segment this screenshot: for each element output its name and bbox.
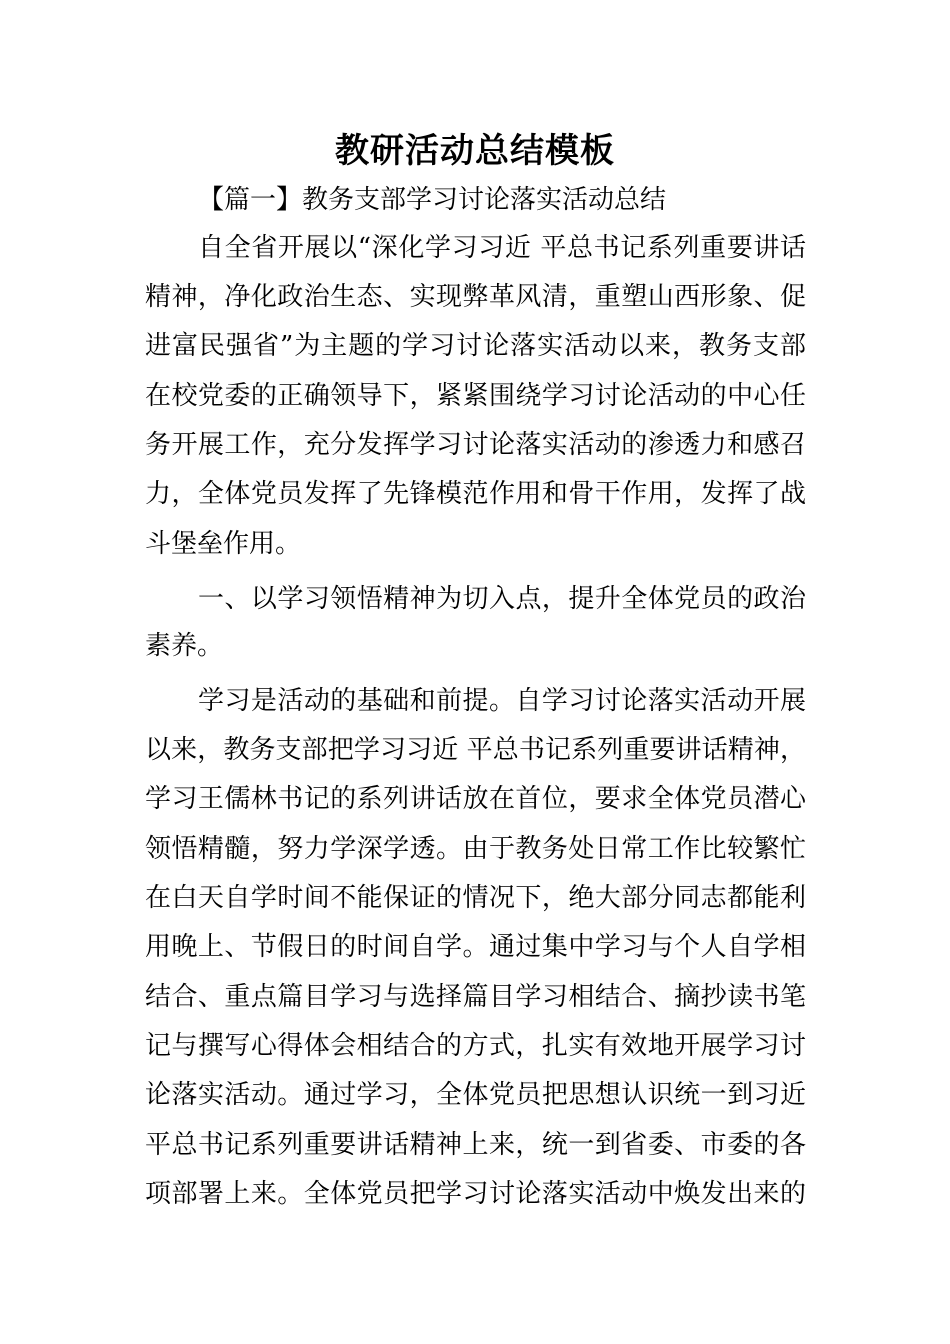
heading-line: 一、以学习领悟精神为切入点，提升全体党员的政治 [198,584,806,614]
paragraph-line: 精神，净化政治生态、实现弊革风清，重塑山西形象、促 [145,282,806,312]
paragraph-line: 力，全体党员发挥了先锋模范作用和骨干作用，发挥了战 [145,479,806,509]
paragraph-line: 学习王儒林书记的系列讲话放在首位，要求全体党员潜心 [145,784,806,814]
paragraph-line: 领悟精髓，努力学深学透。由于教务处日常工作比较繁忙 [145,834,806,864]
paragraph-line: 在白天自学时间不能保证的情况下，绝大部分同志都能利 [145,883,806,913]
paragraph-line: 结合、重点篇目学习与选择篇目学习相结合、摘抄读书笔 [145,982,806,1012]
paragraph-line: 在校党委的正确领导下，紧紧围绕学习讨论活动的中心任 [145,381,806,411]
paragraph-line: 自全省开展以“深化学习习近 平总书记系列重要讲话 [198,233,806,263]
heading-line: 素养。 [145,631,224,661]
document-title: 教研活动总结模板 [335,131,615,171]
paragraph-line: 论落实活动。通过学习，全体党员把思想认识统一到习近 [145,1080,806,1110]
paragraph-line: 学习是活动的基础和前提。自学习讨论落实活动开展 [198,686,806,716]
paragraph-line: 记与撰写心得体会相结合的方式，扎实有效地开展学习讨 [145,1031,806,1061]
paragraph-line: 用晚上、节假日的时间自学。通过集中学习与个人自学相 [145,932,806,962]
section-heading: 【篇一】教务支部学习讨论落实活动总结 [198,185,667,215]
paragraph-line: 斗堡垒作用。 [145,529,302,559]
paragraph-line: 平总书记系列重要讲话精神上来，统一到省委、市委的各 [145,1130,806,1160]
paragraph-line: 以来，教务支部把学习习近 平总书记系列重要讲话精神， [145,735,806,765]
paragraph-line: 务开展工作，充分发挥学习讨论落实活动的渗透力和感召 [145,430,806,460]
paragraph-line: 项部署上来。全体党员把学习讨论落实活动中焕发出来的 [145,1179,806,1209]
paragraph-line: 进富民强省”为主题的学习讨论落实活动以来，教务支部 [145,331,806,361]
